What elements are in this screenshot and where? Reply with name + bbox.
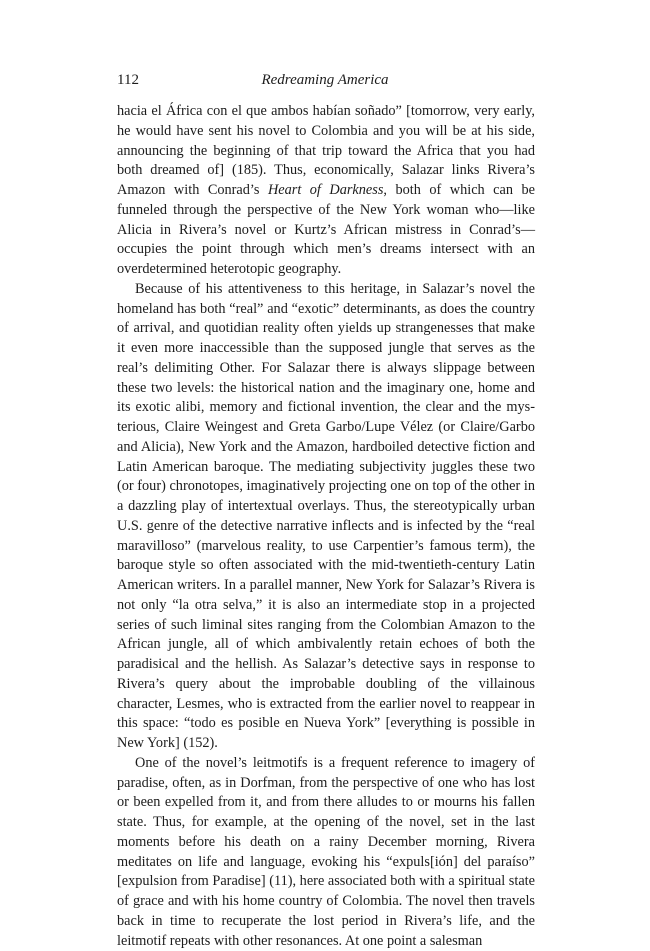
book-title: Heart of Darkness <box>267 182 384 198</box>
paragraph-continuation <box>117 102 535 280</box>
paragraph-leitmotifs <box>117 754 535 951</box>
paragraph-text: One of the novel’s leitmotifs is a frequent reference to imagery of paradise, often, as in Dorfman, from the perspective of one who has lost or been expelled from it, and from there alludes to or mourns his fallen state. Thus, for example, at the opening of the novel, set in the last moments before his death on a rainy December morning, Rivera meditates on life and language, evoking his “expuls[ión] del paraíso” [expulsion from Paradise] (11), here associated both with a spiritual state of grace and with his home country of Colombia. The novel then travels back in time to recuperate the lost period in Rivera’s life, and the leitmotif repeats with other resonances. At one point a salesman <box>117 754 535 949</box>
body-text <box>117 102 535 951</box>
paragraph-attentiveness <box>117 280 535 754</box>
paragraph-text: Because of his attentiveness to this heritage, in Salazar’s novel the homeland has both “real” and “exotic” determinants, as does the country of arrival, and quotidian reality often yields up strangenesses that make it even more inaccessible than the supposed jungle that serves as the real’s delimiting Other. For Salazar there is always slippage between these two levels: the historical nation and the imaginary one, home and its exotic alibi, memory and fictional invention, the clear and the mysterious, Claire Weingest and Greta Garbo/Lupe Vélez (or Claire/Garbo and Alicia), New York and the Amazon, hardboiled detective fiction and Latin American baroque. The mediating subjectivity juggles these two (or four) chronotopes, imaginatively projecting one on top of the other in a dazzling play of intertextual overlays. Thus, the stereotypically urban U.S. genre of the detective narrative inflects and is infected by the “real maravilloso” (marvelous reality, to use Carpentier’s famous term), the baroque style so often associated with the mid-twentieth-century Latin American writers. In a parallel manner, New York for Salazar’s Rivera is not only “la otra selva,” it is also an intermediate stop in a projected series of such liminal sites ranging from the Colombian Amazon to the African jungle, all of which ambivalently retain echoes of both the paradisical and the hellish. As Salazar’s detective says in response to Rivera’s query about the improbable doubling of the villainous character, Lesmes, who is extracted from the earlier novel to reappear in this space: “todo es posible en Nueva York” [everything is possible in New York] (152). <box>117 280 535 751</box>
paragraph-text: , both of which can be funneled through the perspective of the New York woman who—like Alicia in Rivera’s novel or Kurtz’s African mistress in Conrad’s—occupies the point through which men’s dreams intersect with an overdetermined heterotopic geography. <box>117 182 535 277</box>
page-number: 112 <box>117 72 139 88</box>
running-title: Redreaming America <box>261 72 389 88</box>
running-head <box>117 72 533 94</box>
paragraph-text: hacia el África con el que ambos habían soñado” [tomorrow, very early, he would have sent his novel to Colombia and you will be at his side, announcing the beginning of that trip toward the Africa that you had both dreamed of] (185). Thus, economically, Salazar links Rivera’s Amazon with Conrad’s <box>117 103 535 198</box>
